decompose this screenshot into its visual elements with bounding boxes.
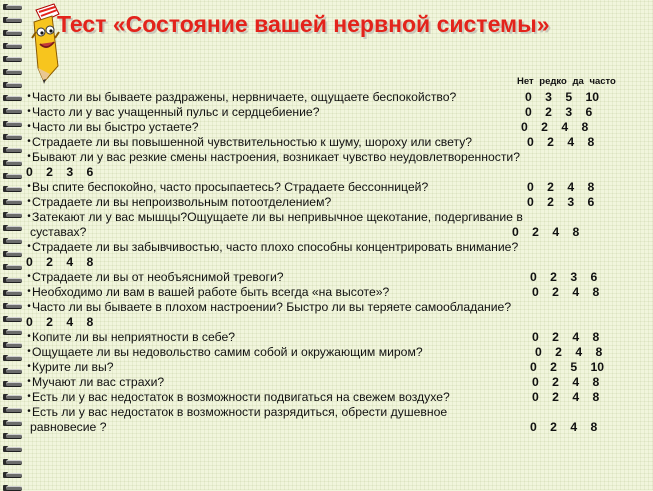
answer-columns-header: Нет редко да часто xyxy=(517,76,616,87)
bullet-icon: • xyxy=(27,181,31,192)
question-row xyxy=(26,405,646,419)
spiral-ring xyxy=(3,108,23,114)
spiral-ring xyxy=(3,121,23,127)
question-text: Часто ли вы бываете раздражены, нервничаете, ощущаете беспокойство? xyxy=(32,90,457,104)
bullet-icon: • xyxy=(27,241,31,252)
question-text: Страдаете ли вы повышенной чувствительностью к шуму, шороху или свету? xyxy=(32,135,473,149)
bullet-icon: • xyxy=(27,286,31,297)
question-scores: 0 2 4 8 xyxy=(527,180,595,194)
question-text: Страдаете ли вы непроизвольным потоотделением? xyxy=(32,195,332,209)
question-text: Есть ли у вас недостаток в возможности подвигаться на свежем воздухе? xyxy=(32,390,450,404)
spiral-ring xyxy=(3,69,23,75)
spiral-ring xyxy=(3,238,23,244)
spiral-ring xyxy=(3,485,23,491)
question-row xyxy=(26,330,646,344)
question-scores: 0 2 4 8 xyxy=(532,285,600,299)
question-row xyxy=(26,90,646,104)
question-scores-wrapped xyxy=(26,165,93,179)
spiral-ring xyxy=(3,459,23,465)
question-text: Бывают ли у вас резкие смены настроения, возникает чувство неудовлетворенности? xyxy=(32,150,520,164)
spiral-ring xyxy=(3,290,23,296)
question-scores: 0 3 5 10 xyxy=(525,90,600,104)
spiral-ring xyxy=(3,251,23,257)
spiral-ring xyxy=(3,160,23,166)
spiral-ring xyxy=(3,381,23,387)
question-scores: 0 2 4 8 xyxy=(521,120,589,134)
spiral-binding xyxy=(0,0,26,490)
spiral-ring xyxy=(3,212,23,218)
question-text: Ощущаете ли вы недовольство самим собой и окружающим миром? xyxy=(32,345,423,359)
bullet-icon: • xyxy=(27,346,31,357)
spiral-ring xyxy=(3,446,23,452)
spiral-ring xyxy=(3,134,23,140)
question-text: Часто ли вы быстро устаете? xyxy=(32,120,199,134)
question-scores: 0 2 4 8 xyxy=(26,315,94,329)
spiral-ring xyxy=(3,355,23,361)
question-text: Страдаете ли вы от необъяснимой тревоги? xyxy=(32,270,284,284)
spiral-ring xyxy=(3,56,23,62)
question-text: Часто ли вы бываете в плохом настроении? Быстро ли вы теряете самообладание? xyxy=(32,300,512,314)
question-text-line2: суставах? xyxy=(30,225,87,239)
question-text: Мучают ли вас страхи? xyxy=(32,375,165,389)
question-row xyxy=(26,105,646,119)
bullet-icon: • xyxy=(27,196,31,207)
bullet-icon: • xyxy=(27,211,31,222)
spiral-ring xyxy=(3,264,23,270)
spiral-ring xyxy=(3,225,23,231)
question-row xyxy=(26,135,646,149)
bullet-icon: • xyxy=(27,301,31,312)
bullet-icon: • xyxy=(27,361,31,372)
bullet-icon: • xyxy=(27,331,31,342)
spiral-ring xyxy=(3,407,23,413)
question-row xyxy=(26,345,646,359)
question-scores: 0 2 4 8 xyxy=(512,225,580,239)
question-row xyxy=(26,120,646,134)
spiral-ring xyxy=(3,394,23,400)
question-scores: 0 2 4 8 xyxy=(532,330,600,344)
spiral-ring xyxy=(3,95,23,101)
spiral-ring xyxy=(3,43,23,49)
spiral-ring xyxy=(3,17,23,23)
question-row xyxy=(26,195,646,209)
question-text: Необходимо ли вам в вашей работе быть всегда «на высоте»? xyxy=(32,285,390,299)
question-text-line2: равновесие ? xyxy=(30,420,107,434)
question-scores: 0 2 3 6 xyxy=(26,165,94,179)
question-scores: 0 2 5 10 xyxy=(530,360,605,374)
question-text: Копите ли вы неприятности в себе? xyxy=(32,330,236,344)
question-scores-wrapped xyxy=(26,255,93,269)
question-row xyxy=(26,360,646,374)
bullet-icon: • xyxy=(27,376,31,387)
bullet-icon: • xyxy=(27,91,31,102)
spiral-ring xyxy=(3,4,23,10)
spiral-ring xyxy=(3,472,23,478)
spiral-ring xyxy=(3,420,23,426)
question-text: Есть ли у вас недостаток в возможности разрядиться, обрести душевное xyxy=(32,405,448,419)
spiral-ring xyxy=(3,368,23,374)
spiral-ring xyxy=(3,342,23,348)
spiral-ring xyxy=(3,277,23,283)
question-scores: 0 2 4 8 xyxy=(532,375,600,389)
question-row xyxy=(26,300,646,314)
question-scores: 0 2 3 6 xyxy=(525,105,593,119)
spiral-ring xyxy=(3,303,23,309)
question-scores: 0 2 3 6 xyxy=(527,195,595,209)
question-scores: 0 2 4 8 xyxy=(26,255,94,269)
question-text-continued xyxy=(26,225,646,239)
spiral-ring xyxy=(3,186,23,192)
question-text-continued xyxy=(26,420,646,434)
question-row xyxy=(26,375,646,389)
question-row xyxy=(26,150,646,164)
spiral-ring xyxy=(3,173,23,179)
question-row xyxy=(26,240,646,254)
question-text: Страдаете ли вы забывчивостью, часто плохо способны концентрировать внимание? xyxy=(32,240,519,254)
question-scores: 0 2 4 8 xyxy=(535,345,603,359)
spiral-ring xyxy=(3,433,23,439)
spiral-ring xyxy=(3,82,23,88)
bullet-icon: • xyxy=(27,121,31,132)
question-scores: 0 2 4 8 xyxy=(532,390,600,404)
spiral-ring xyxy=(3,147,23,153)
question-row xyxy=(26,270,646,284)
question-text: Затекают ли у вас мышцы?Ощущаете ли вы непривычное щекотание, подергивание в xyxy=(32,210,523,224)
slide-title: Тест «Состояние вашей нервной системы» xyxy=(57,11,550,37)
question-text: Часто ли у вас учащенный пульс и сердцебиение? xyxy=(32,105,320,119)
spiral-ring xyxy=(3,199,23,205)
spiral-ring xyxy=(3,30,23,36)
question-row xyxy=(26,390,646,404)
bullet-icon: • xyxy=(27,106,31,117)
question-scores-wrapped xyxy=(26,315,93,329)
bullet-icon: • xyxy=(27,271,31,282)
question-scores: 0 2 4 8 xyxy=(530,420,598,434)
question-text: Курите ли вы? xyxy=(32,360,114,374)
question-row xyxy=(26,210,646,224)
bullet-icon: • xyxy=(27,151,31,162)
question-scores: 0 2 3 6 xyxy=(530,270,598,284)
question-scores: 0 2 4 8 xyxy=(527,135,595,149)
spiral-ring xyxy=(3,329,23,335)
question-row xyxy=(26,285,646,299)
bullet-icon: • xyxy=(27,136,31,147)
question-text: Вы спите беспокойно, часто просыпаетесь? Страдаете бессонницей? xyxy=(32,180,429,194)
bullet-icon: • xyxy=(27,391,31,402)
question-row xyxy=(26,180,646,194)
spiral-ring xyxy=(3,316,23,322)
bullet-icon: • xyxy=(27,406,31,417)
